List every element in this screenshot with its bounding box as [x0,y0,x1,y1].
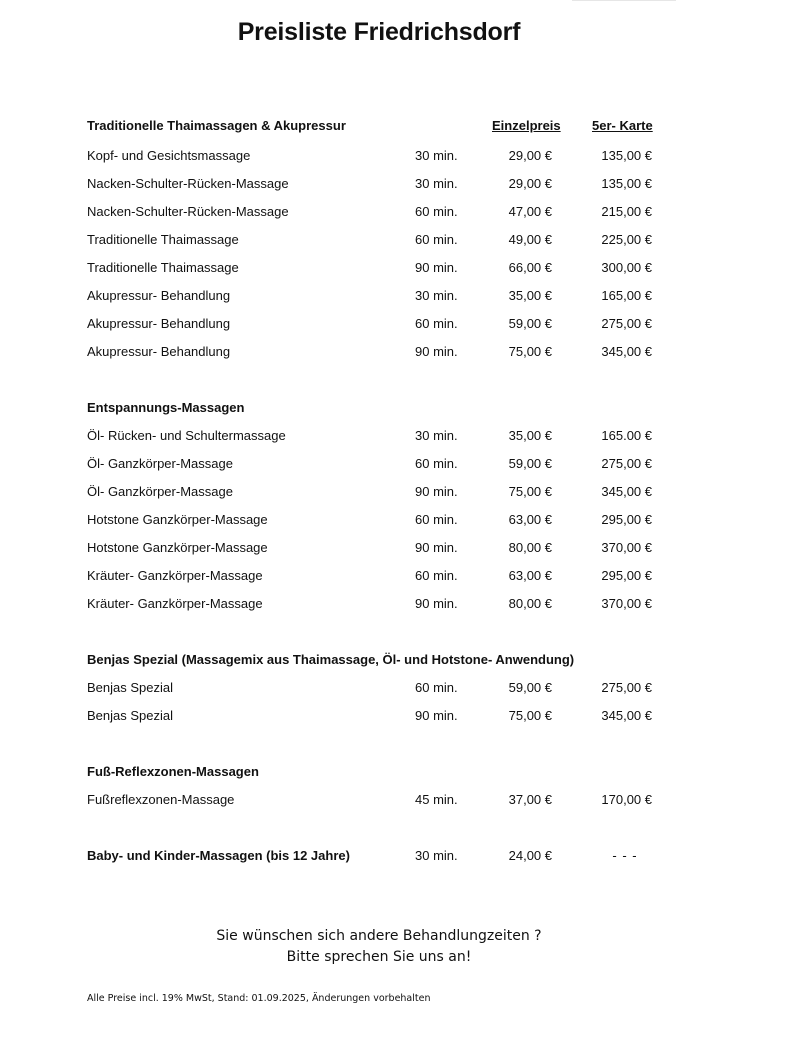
section-header-row [0,399,785,427]
price-row [0,427,785,455]
duration: 45 min. [415,792,458,807]
section-header-row [0,117,785,145]
duration: 30 min. [415,428,458,443]
card-price: 165.00 € [601,428,652,443]
duration: 60 min. [415,512,458,527]
kids-massage-row [0,847,785,875]
price-row [0,147,785,175]
card-price: 370,00 € [601,540,652,555]
duration: 30 min. [415,288,458,303]
closing-line-2: Bitte sprechen Sie uns an! [286,949,472,965]
price-row [0,287,785,315]
single-price: 35,00 € [508,288,552,303]
card-price: - - - [612,848,638,863]
duration: 60 min. [415,232,458,247]
treatment-name: Traditionelle Thaimassage [87,232,239,247]
single-price: 80,00 € [508,540,552,555]
single-price: 29,00 € [508,176,552,191]
price-row [0,203,785,231]
section-heading: Fuß-Reflexzonen-Massagen [87,764,259,779]
price-row [0,259,785,287]
treatment-name: Baby- und Kinder-Massagen (bis 12 Jahre) [87,848,350,863]
card-price: 345,00 € [601,344,652,359]
footnote: Alle Preise incl. 19% MwSt, Stand: 01.09.2025, Änderungen vorbehalten [87,993,431,1004]
duration: 60 min. [415,204,458,219]
single-price: 66,00 € [508,260,552,275]
treatment-name: Öl- Rücken- und Schultermassage [87,428,286,443]
card-price: 345,00 € [601,484,652,499]
closing-line-1: Sie wünschen sich andere Behandlungzeiten ? [216,928,542,944]
single-price: 59,00 € [508,680,552,695]
treatment-name: Öl- Ganzkörper-Massage [87,456,233,471]
duration: 30 min. [415,848,458,863]
single-price: 80,00 € [508,596,552,611]
section-header-row [0,651,785,679]
card-price: 135,00 € [601,148,652,163]
treatment-name: Kräuter- Ganzkörper-Massage [87,596,263,611]
duration: 60 min. [415,456,458,471]
card-price: 300,00 € [601,260,652,275]
treatment-name: Benjas Spezial [87,680,173,695]
card-price: 275,00 € [601,680,652,695]
treatment-name: Nacken-Schulter-Rücken-Massage [87,176,289,191]
price-row [0,791,785,819]
duration: 90 min. [415,708,458,723]
card-price: 170,00 € [601,792,652,807]
duration: 60 min. [415,316,458,331]
card-price: 165,00 € [601,288,652,303]
price-row [0,455,785,483]
price-row [0,511,785,539]
treatment-name: Hotstone Ganzkörper-Massage [87,512,268,527]
column-header-single-price: Einzelpreis [492,118,561,133]
treatment-name: Kräuter- Ganzkörper-Massage [87,568,263,583]
duration: 90 min. [415,260,458,275]
card-price: 370,00 € [601,596,652,611]
top-rule [572,0,676,1]
price-row [0,483,785,511]
duration: 90 min. [415,344,458,359]
single-price: 63,00 € [508,568,552,583]
section-header-row [0,763,785,791]
price-row [0,595,785,623]
treatment-name: Kopf- und Gesichtsmassage [87,148,251,163]
card-price: 275,00 € [601,456,652,471]
price-row [0,707,785,735]
section-heading: Entspannungs-Massagen [87,400,245,415]
single-price: 37,00 € [508,792,552,807]
section-heading: Traditionelle Thaimassagen & Akupressur [87,118,346,133]
treatment-name: Hotstone Ganzkörper-Massage [87,540,268,555]
single-price: 24,00 € [508,848,552,863]
column-header-five-card: 5er- Karte [592,118,653,133]
price-row [0,343,785,371]
card-price: 275,00 € [601,316,652,331]
treatment-name: Akupressur- Behandlung [87,344,231,359]
duration: 60 min. [415,568,458,583]
single-price: 47,00 € [508,204,552,219]
treatment-name: Benjas Spezial [87,708,173,723]
duration: 30 min. [415,148,458,163]
page-title: Preisliste Friedrichsdorf [237,18,521,46]
card-price: 345,00 € [601,708,652,723]
duration: 90 min. [415,484,458,499]
single-price: 75,00 € [508,484,552,499]
treatment-name: Akupressur- Behandlung [87,316,231,331]
price-row [0,539,785,567]
duration: 90 min. [415,596,458,611]
section-heading: Benjas Spezial (Massagemix aus Thaimassage, Öl- und Hotstone- Anwendung) [87,652,575,667]
single-price: 35,00 € [508,428,552,443]
price-row [0,567,785,595]
single-price: 49,00 € [508,232,552,247]
treatment-name: Öl- Ganzkörper-Massage [87,484,233,499]
treatment-name: Akupressur- Behandlung [87,288,231,303]
card-price: 225,00 € [601,232,652,247]
card-price: 295,00 € [601,512,652,527]
price-row [0,231,785,259]
price-row [0,679,785,707]
single-price: 75,00 € [508,708,552,723]
single-price: 29,00 € [508,148,552,163]
treatment-name: Traditionelle Thaimassage [87,260,239,275]
duration: 90 min. [415,540,458,555]
duration: 30 min. [415,176,458,191]
card-price: 295,00 € [601,568,652,583]
card-price: 215,00 € [601,204,652,219]
single-price: 59,00 € [508,316,552,331]
price-row [0,315,785,343]
single-price: 63,00 € [508,512,552,527]
single-price: 75,00 € [508,344,552,359]
duration: 60 min. [415,680,458,695]
treatment-name: Fußreflexzonen-Massage [87,792,235,807]
card-price: 135,00 € [601,176,652,191]
treatment-name: Nacken-Schulter-Rücken-Massage [87,204,289,219]
price-row [0,175,785,203]
single-price: 59,00 € [508,456,552,471]
